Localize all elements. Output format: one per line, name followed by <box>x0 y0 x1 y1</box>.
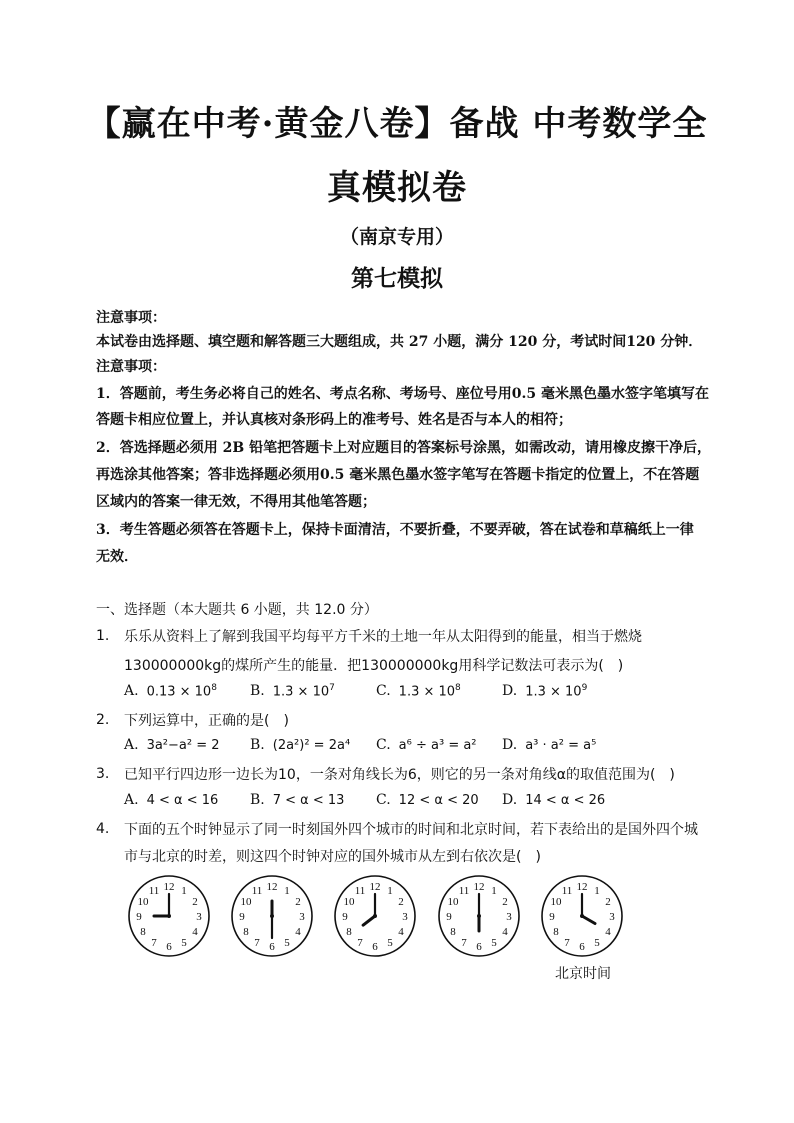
notice-item-3a: 3．考生答题必须答在答题卡上，保持卡面清洁，不要折叠，不要弄破，答在试卷和草稿纸上一律 <box>96 522 694 538</box>
clock-5-beijing <box>540 874 624 958</box>
clock-numeral: 6 <box>476 941 482 953</box>
option-label: B. <box>250 737 265 753</box>
question-number: 3. <box>96 766 110 782</box>
page-subtitle: （南京专用） <box>339 226 454 248</box>
clock-numeral: 5 <box>181 936 187 949</box>
option-exponent: 9 <box>581 683 588 693</box>
option-label: D. <box>502 683 518 700</box>
option-value: 1.3 × 10 <box>525 684 582 700</box>
clock-numeral: 3 <box>299 911 305 923</box>
clock-numeral: 11 <box>148 885 160 898</box>
clock-numeral: 12 <box>266 881 278 893</box>
option-label: C. <box>376 683 391 700</box>
option-value: 7 < α < 13 <box>272 793 345 808</box>
clock-numeral: 7 <box>564 936 570 949</box>
clock-numeral: 2 <box>295 896 301 908</box>
mock-number: 第七模拟 <box>351 265 443 292</box>
notice-heading: 注意事项： <box>96 359 166 375</box>
question-text: 已知平行四边形一边长为10，一条对角线长为6，则它的另一条对角线α的取值范围为( ) <box>124 767 675 783</box>
clock-numeral: 10 <box>240 896 252 908</box>
option-label: A. <box>124 737 139 753</box>
option-value: 1.3 × 10 <box>272 684 330 700</box>
clock-numeral: 2 <box>192 896 198 908</box>
clock-center <box>477 914 481 918</box>
option-exponent: 8 <box>211 683 217 693</box>
clock-numeral: 5 <box>491 936 497 949</box>
clock-numeral: 1 <box>491 885 497 898</box>
option-b <box>250 737 350 753</box>
clock-numeral: 4 <box>398 926 404 938</box>
clock-numeral: 11 <box>561 885 573 898</box>
clock-numeral: 3 <box>506 911 512 923</box>
option-value: 4 < α < 16 <box>146 793 219 808</box>
clock-row <box>0 874 794 984</box>
option-a <box>124 792 218 808</box>
option-d <box>502 792 605 808</box>
clock-numeral: 12 <box>369 881 381 893</box>
option-value: a⁶ ÷ a³ = a² <box>398 738 477 753</box>
option-value: 14 < α < 26 <box>525 793 606 808</box>
question-text: 乐乐从资料上了解到我国平均每平方千米的土地一年从太阳得到的能量，相当于燃烧 <box>124 629 642 645</box>
clock-numeral: 4 <box>192 926 198 938</box>
clock-numeral: 11 <box>458 885 470 898</box>
notice-line: 本试卷由选择题、填空题和解答题三大题组成，共 27 小题，满分 120 分，考试时间120 分钟． <box>96 334 703 350</box>
option-d <box>502 737 596 753</box>
clock-numeral: 1 <box>594 885 600 898</box>
clock-center <box>580 914 584 918</box>
page-title-line1: 【赢在中考·黄金八卷】备战 中考数学全 <box>86 104 708 144</box>
clock-numeral: 5 <box>284 936 290 949</box>
clock-numeral: 8 <box>243 926 249 938</box>
clock-numeral: 11 <box>251 885 263 898</box>
option-value: (2a²)² = 2a⁴ <box>272 738 351 753</box>
option-a <box>124 737 220 753</box>
clock-numeral: 4 <box>605 926 611 938</box>
clock-numeral: 1 <box>284 885 290 898</box>
clock-center <box>373 914 377 918</box>
clock-numeral: 12 <box>163 881 175 893</box>
notice-item-3b: 无效． <box>96 549 138 565</box>
question-text: 市与北京的时差，则这四个时钟对应的国外城市从左到右依次是( ) <box>124 849 541 865</box>
option-value: a³ · a² = a⁵ <box>525 738 597 753</box>
clock-numeral: 7 <box>461 936 467 949</box>
clock-numeral: 2 <box>398 896 404 908</box>
clock-numeral: 6 <box>372 941 378 953</box>
clock-numeral: 10 <box>343 896 355 908</box>
clock-numeral: 12 <box>473 881 485 893</box>
clock-3 <box>333 874 417 958</box>
clock-numeral: 2 <box>605 896 611 908</box>
notice-item-2b: 再选涂其他答案；答非选择题必须用0.5 毫米黑色墨水签字笔写在答题卡指定的位置上，不在答题 <box>96 467 700 483</box>
option-c <box>376 792 479 808</box>
clock-numeral: 7 <box>151 936 157 949</box>
question-number: 2. <box>96 712 110 728</box>
option-a <box>124 683 217 699</box>
clock-center <box>167 914 171 918</box>
clock-numeral: 6 <box>269 941 275 953</box>
clock-numeral: 3 <box>609 911 615 923</box>
option-label: C. <box>376 792 391 808</box>
clock-numeral: 1 <box>181 885 187 898</box>
clock-numeral: 11 <box>354 885 366 898</box>
clock-center <box>270 914 274 918</box>
option-label: B. <box>250 683 265 700</box>
clock-numeral: 9 <box>239 911 245 923</box>
clock-numeral: 8 <box>450 926 456 938</box>
option-value: 3a²−a² = 2 <box>146 738 220 753</box>
section-heading: 一、选择题（本大题共 6 小题，共 12.0 分） <box>96 602 378 618</box>
clock-numeral: 6 <box>166 941 172 953</box>
beijing-time-caption: 北京时间 <box>555 966 611 982</box>
option-value: 0.13 × 10 <box>146 684 212 700</box>
clock-numeral: 8 <box>140 926 146 938</box>
option-d <box>502 683 587 699</box>
option-b <box>250 792 344 808</box>
option-b <box>250 683 335 699</box>
clock-numeral: 7 <box>357 936 363 949</box>
clock-1 <box>127 874 211 958</box>
option-label: A. <box>124 792 139 808</box>
option-exponent: 8 <box>455 683 461 693</box>
clock-numeral: 8 <box>553 926 559 938</box>
option-value: 1.3 × 10 <box>398 684 456 700</box>
clock-numeral: 3 <box>402 911 408 923</box>
option-c <box>376 683 461 699</box>
notice-item-1a: 1．答题前，考生务必将自己的姓名、考点名称、考场号、座位号用0.5 毫米黑色墨水签字笔填写在 <box>96 386 709 402</box>
clock-numeral: 9 <box>342 911 348 923</box>
question-text: 下面的五个时钟显示了同一时刻国外四个城市的时间和北京时间，若下表给出的是国外四个城 <box>124 822 698 838</box>
notice-heading: 注意事项： <box>96 310 166 326</box>
question-text: 下列运算中，正确的是( ) <box>124 713 289 729</box>
clock-4 <box>437 874 521 958</box>
option-label: B. <box>250 792 265 808</box>
clock-2 <box>230 874 314 958</box>
clock-numeral: 9 <box>136 911 142 923</box>
clock-numeral: 5 <box>594 936 600 949</box>
clock-numeral: 4 <box>502 926 508 938</box>
option-label: D. <box>502 737 518 753</box>
clock-numeral: 9 <box>549 911 555 923</box>
clock-numeral: 8 <box>346 926 352 938</box>
clock-numeral: 10 <box>137 896 149 908</box>
notice-item-1b: 答题卡相应位置上，并认真核对条形码上的准考号、姓名是否与本人的相符； <box>96 412 572 428</box>
clock-numeral: 2 <box>502 896 508 908</box>
question-number: 4. <box>96 821 110 837</box>
option-exponent: 7 <box>329 683 335 693</box>
option-c <box>376 737 477 753</box>
clock-numeral: 6 <box>579 941 585 953</box>
clock-numeral: 4 <box>295 926 301 938</box>
option-label: D. <box>502 792 518 808</box>
clock-numeral: 12 <box>576 881 588 893</box>
question-number: 1. <box>96 628 110 644</box>
clock-numeral: 9 <box>446 911 452 923</box>
clock-numeral: 7 <box>254 936 260 949</box>
option-value: 12 < α < 20 <box>398 793 479 808</box>
notice-item-2c: 区域内的答案一律无效，不得用其他笔答题； <box>96 494 376 510</box>
option-label: A. <box>124 683 139 700</box>
page-title-line2: 真模拟卷 <box>327 168 467 208</box>
question-text: 130000000kg的煤所产生的能量．把130000000kg用科学记数法可表示为( ) <box>124 658 624 674</box>
clock-numeral: 5 <box>387 936 393 949</box>
clock-numeral: 3 <box>196 911 202 923</box>
clock-numeral: 10 <box>447 896 459 908</box>
notice-item-2a: 2．答选择题必须用 2B 铅笔把答题卡上对应题目的答案标号涂黑，如需改动，请用橡皮擦干净后， <box>96 440 712 456</box>
clock-numeral: 10 <box>550 896 562 908</box>
option-label: C. <box>376 737 391 753</box>
clock-numeral: 1 <box>387 885 393 898</box>
